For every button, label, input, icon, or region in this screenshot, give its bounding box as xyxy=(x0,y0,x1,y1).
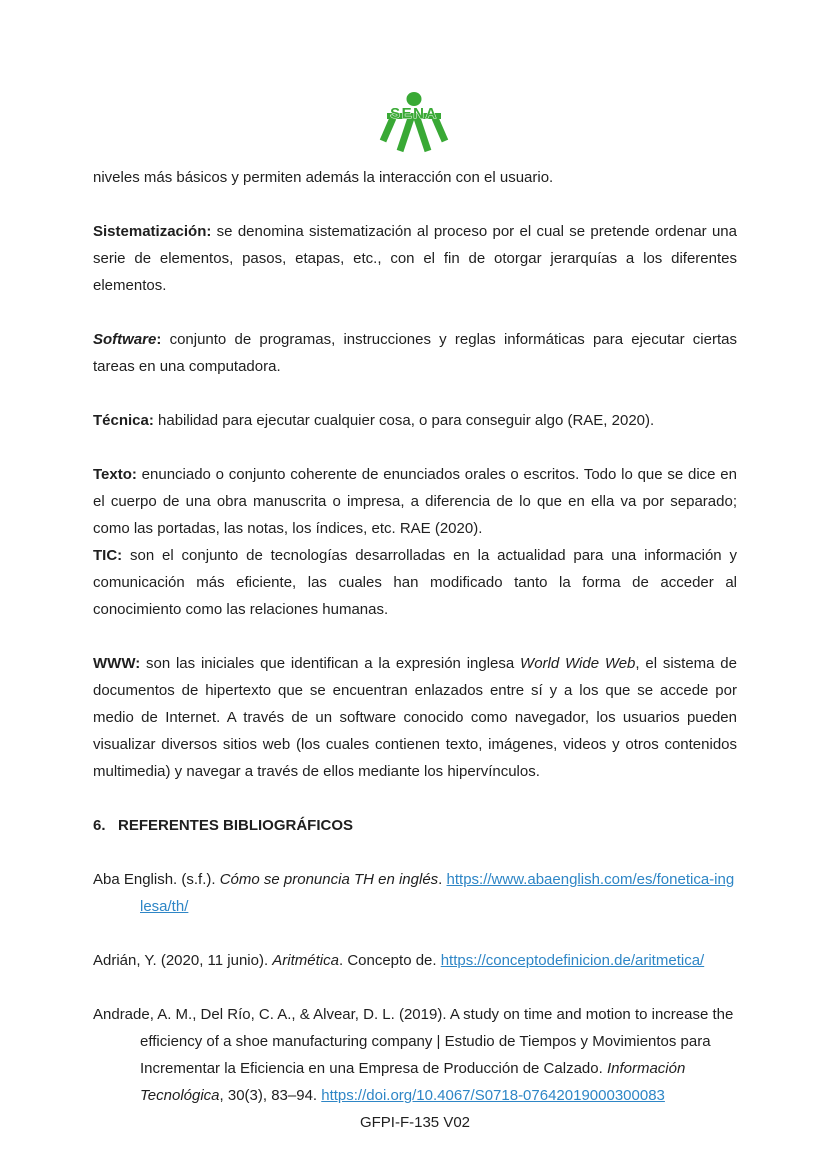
definition-text: habilidad para ejecutar cualquier cosa, o para conseguir algo (RAE, 2020). xyxy=(153,412,655,429)
paragraph-www xyxy=(93,650,737,785)
section-title: REFERENTES BIBLIOGRÁFICOS xyxy=(118,817,354,834)
paragraph-texto xyxy=(93,461,737,542)
definition-text: , el sistema de documentos de hipertexto que se encuentran enlazados entre sí y a los que se accede por medio de Internet. A través de un software conocido como navegador, los usuarios pueden visualizar diversos sitios web (los cuales contienen texto, imágenes, videos y otros contenidos multimedia) y navegar a través de ellos mediante los hipervínculos. xyxy=(93,655,737,780)
footer-code: GFPI-F-135 V02 xyxy=(359,1114,471,1131)
reference-journal-italic: Información Tecnológica xyxy=(140,1060,686,1104)
definition-text: son el conjunto de tecnologías desarrolladas en la actualidad para una información y comunicación más eficiente, las cuales han modificado tanto la forma de acceder al conocimiento como las relaciones humanas. xyxy=(93,547,737,618)
term-software: Software xyxy=(93,331,157,348)
reference-text: Andrade, A. M., Del Río, C. A., & Alvear, D. L. (2019). A study on time and motion to increase the efficiency of a shoe manufacturing company | Estudio de Tiempos y Movimientos para Incrementar la Eficiencia en una Empresa de Producción de Calzado. xyxy=(93,1006,734,1077)
italic-phrase: World Wide Web xyxy=(520,655,636,672)
reference-doi-link[interactable]: https://doi.org/10.4067/S0718-07642019000300083 xyxy=(321,1087,665,1104)
term-tecnica: Técnica: xyxy=(93,412,154,429)
sena-logo-icon xyxy=(376,91,452,157)
paragraph-tic xyxy=(93,542,737,623)
reference-text: Adrián, Y. (2020, 11 junio). xyxy=(93,952,273,969)
paragraph-sistematizacion xyxy=(93,218,737,299)
paragraph-text: niveles más básicos y permiten además la interacción con el usuario. xyxy=(93,169,554,186)
references-list xyxy=(93,866,737,1109)
reference-title-italic: Aritmética xyxy=(272,952,339,969)
reference-item-aba-english xyxy=(93,866,737,920)
definition-text: conjunto de programas, instrucciones y reglas informáticas para ejecutar ciertas tareas en una computadora. xyxy=(93,331,737,375)
reference-text: . Concepto de. xyxy=(338,952,441,969)
term-sistematizacion: Sistematización: xyxy=(93,223,212,240)
reference-item-andrade xyxy=(93,1001,737,1109)
reference-link[interactable]: https://conceptodefinicion.de/aritmetica/ xyxy=(440,952,705,969)
section-heading-referentes xyxy=(93,812,737,839)
term-texto: Texto: xyxy=(93,466,137,483)
document-body xyxy=(93,164,737,1163)
reference-text: , 30(3), 83–94. xyxy=(219,1087,322,1104)
definition-text: son las iniciales que identifican a la expresión inglesa xyxy=(140,655,521,672)
reference-title-italic: Cómo se pronuncia TH en inglés xyxy=(219,871,439,888)
reference-text: Aba English. (s.f.). xyxy=(93,871,220,888)
paragraph-niveles xyxy=(93,164,737,191)
paragraph-tecnica xyxy=(93,407,737,434)
section-number: 6. xyxy=(93,817,106,834)
term-tic: TIC: xyxy=(93,547,123,564)
logo-container xyxy=(0,91,828,166)
definition-text: se denomina sistematización al proceso por el cual se pretende ordenar una serie de elementos, pasos, etapas, etc., con el fin de otorgar jerarquías a los diferentes elementos. xyxy=(93,223,737,294)
paragraph-software xyxy=(93,326,737,380)
term-software-colon: : xyxy=(156,331,162,348)
reference-text: . xyxy=(438,871,447,888)
term-www: WWW: xyxy=(93,655,141,672)
sena-logo-text: SENA xyxy=(390,105,438,122)
reference-link[interactable]: https://www.abaenglish.com/es/fonetica-inglesa/th/ xyxy=(140,871,735,915)
definition-text: enunciado o conjunto coherente de enunciados orales o escritos. Todo lo que se dice en el cuerpo de una obra manuscrita o impresa, a diferencia de lo que en ella va por separado; como las portadas, las notas, los índices, etc. RAE (2020). xyxy=(93,466,737,537)
reference-item-adrian xyxy=(93,947,737,974)
